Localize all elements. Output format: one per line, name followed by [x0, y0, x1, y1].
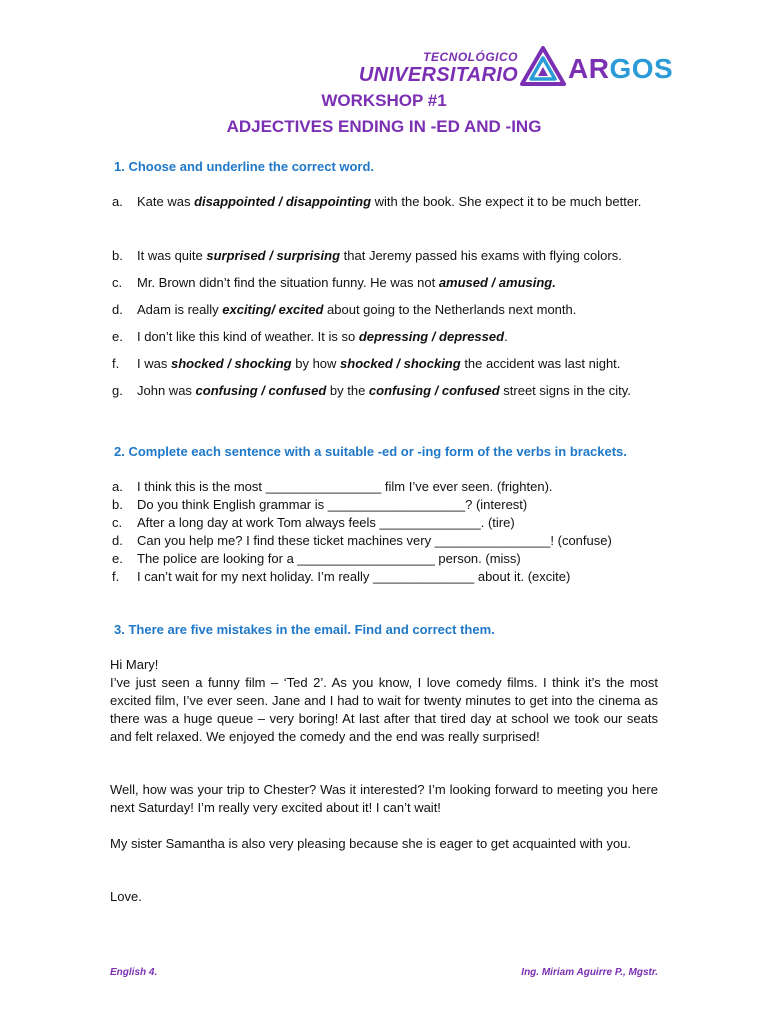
item-letter: b.: [112, 248, 123, 263]
item-text-segment: .: [504, 329, 508, 344]
section-2-item: [112, 550, 658, 568]
word-choice: surprised / surprising: [206, 248, 341, 263]
item-text: [137, 382, 658, 400]
item-text: Do you think English grammar is ___________________? (interest): [137, 497, 528, 512]
logo-universitario: UNIVERSITARIO: [358, 64, 518, 86]
item-text: After a long day at work Tom always feels ______________. (tire): [137, 515, 515, 530]
item-text: The police are looking for a ___________________ person. (miss): [137, 551, 521, 566]
email-paragraph-2: Well, how was your trip to Chester? Was it interested? I’m looking forward to meeting you here next Saturday! I’m really very excited about it! I can’t wait!: [110, 782, 658, 815]
item-letter: g.: [112, 383, 123, 398]
item-text: [137, 188, 658, 215]
section-2-item: [112, 478, 658, 496]
word-choice: shocked / shocking: [340, 356, 461, 371]
logo-argos: [568, 54, 673, 84]
item-letter: a.: [112, 479, 123, 494]
item-text-segment: John was: [137, 383, 196, 398]
item-text: [137, 301, 658, 319]
item-letter: f.: [112, 569, 120, 584]
item-text: I think this is the most ________________ film I’ve ever seen. (frighten).: [137, 479, 553, 494]
item-letter: c.: [112, 275, 123, 290]
section-2-item: [112, 496, 658, 514]
section-1-item: [112, 247, 658, 265]
item-letter: a.: [112, 194, 123, 209]
word-choice: confusing / confused: [368, 383, 500, 398]
item-text: Can you help me? I find these ticket machines very ________________! (confuse): [137, 533, 612, 548]
page-subtitle: ADJECTIVES ENDING IN -ED AND -ING: [226, 117, 542, 136]
email-greeting: Hi Mary!: [110, 657, 159, 672]
section-1-item: [112, 301, 658, 319]
section-2-item: [112, 568, 658, 586]
email-paragraph-1: I’ve just seen a funny film – ‘Ted 2’. As you know, I love comedy films. I think it’s the most excited film, I’ve ever seen. Jane and I had to wait for twenty minutes to get into the cinema as there was a huge queue – very boring! At last after that tired day at school we took our seats and felt relaxed. We enjoyed the comedy and the end was really surprised!: [110, 675, 658, 744]
item-text-segment: Mr. Brown didn’t find the situation funny. He was not: [137, 275, 439, 290]
item-text: [137, 355, 658, 373]
section-1-item: [112, 193, 658, 229]
logo-ar: AR: [568, 53, 610, 84]
argos-logo: [356, 44, 700, 96]
logo-tecnologico: TECNOLÓGICO: [423, 50, 518, 64]
item-text-segment: the accident was last night.: [460, 356, 621, 371]
item-text-segment: I don’t like this kind of weather. It is so: [137, 329, 359, 344]
logo-wordmark-left: [356, 44, 518, 86]
item-letter: d.: [112, 302, 123, 317]
item-text: I can’t wait for my next holiday. I’m really ______________ about it. (excite): [137, 569, 571, 584]
item-text: [137, 274, 658, 292]
word-choice: depressing / depressed: [358, 329, 505, 344]
word-choice: shocked / shocking: [170, 356, 292, 371]
page-title: WORKSHOP #1: [321, 91, 447, 110]
section-1-item: [112, 274, 658, 292]
section-2-heading: 2. Complete each sentence with a suitable -ed or -ing form of the verbs in brackets.: [114, 444, 627, 459]
item-text-segment: with the book. She expect it to be much better.: [371, 194, 642, 209]
item-letter: f.: [112, 356, 120, 371]
word-choice: confusing / confused: [195, 383, 327, 398]
item-text-segment: I was: [137, 356, 171, 371]
word-choice: amused / amusing.: [438, 275, 556, 290]
item-text-segment: Kate was: [137, 194, 195, 209]
footer-course: English 4.: [110, 967, 158, 978]
email-closing: Love.: [110, 889, 142, 904]
email-paragraph-3: My sister Samantha is also very pleasing because she is eager to get acquainted with you.: [110, 836, 632, 851]
triangle-logo-icon: [520, 46, 566, 86]
item-text-segment: that Jeremy passed his exams with flying colors.: [340, 248, 622, 263]
section-1-item: [112, 355, 658, 373]
item-text: [137, 247, 658, 265]
item-text-segment: street signs in the city.: [499, 383, 631, 398]
item-text-segment: about going to the Netherlands next month.: [323, 302, 577, 317]
item-text-segment: Adam is really: [137, 302, 223, 317]
section-1-item: [112, 328, 658, 346]
item-letter: e.: [112, 551, 123, 566]
word-choice: disappointed / disappointing: [194, 194, 372, 209]
item-text-segment: by the: [326, 383, 369, 398]
logo-gos: GOS: [609, 53, 674, 84]
section-3-heading: 3. There are five mistakes in the email. Find and correct them.: [114, 622, 495, 637]
item-letter: d.: [112, 533, 123, 548]
item-text-segment: It was quite: [137, 248, 207, 263]
item-letter: c.: [112, 515, 123, 530]
item-text-segment: by how: [291, 356, 341, 371]
section-2-item: [112, 532, 658, 550]
item-letter: b.: [112, 497, 123, 512]
section-2-item: [112, 514, 658, 532]
word-choice: exciting/ excited: [222, 302, 324, 317]
footer-author: Ing. Miriam Aguirre P., Mgstr.: [521, 967, 658, 978]
item-letter: e.: [112, 329, 123, 344]
section-1-heading: 1. Choose and underline the correct word.: [114, 159, 375, 174]
item-text: [137, 328, 658, 346]
section-1-item: [112, 382, 658, 400]
